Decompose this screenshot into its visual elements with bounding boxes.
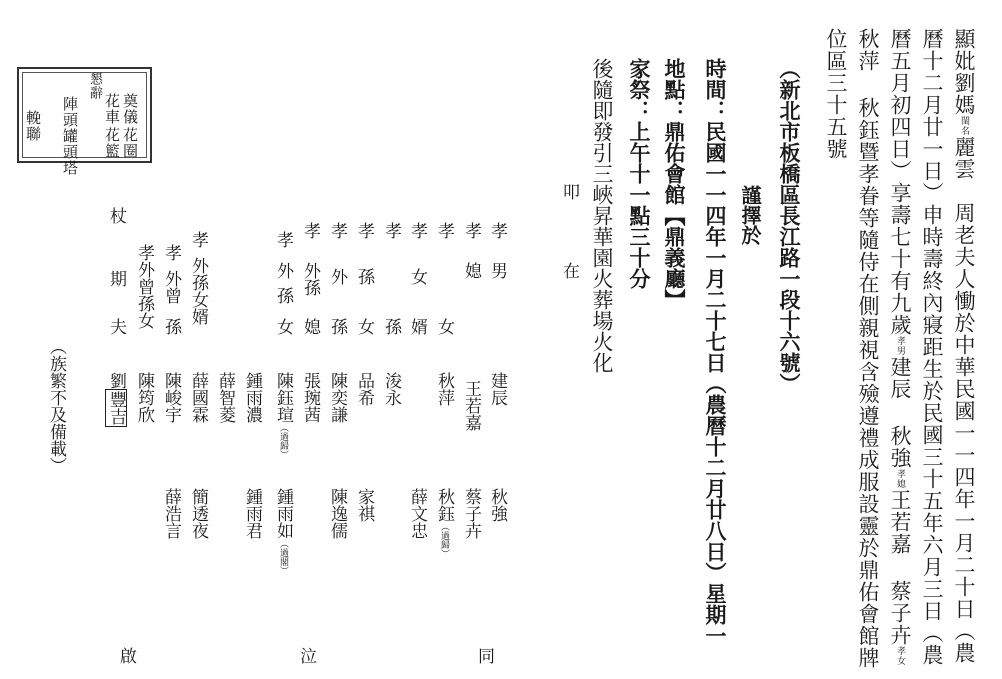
name-granddaughter-1: 品希 <box>354 372 374 406</box>
decline-item-6: 罐頭塔 <box>61 128 79 176</box>
name-daughter-2: 秋鈺（過歸） <box>434 488 454 558</box>
rel-ext-grandson-wife: 孝 <box>300 222 320 239</box>
obituary-line-2: 曆十二月廿一日）申時壽終內寢距生於民國三十五年六月三日（農 <box>920 28 944 666</box>
rel-granddaughter: 孝 <box>354 222 374 239</box>
name-son-in-law: 薛文忠 <box>407 488 427 539</box>
name-ext-granddaughter-5: 鍾雨君 <box>242 488 262 539</box>
rel-grandson: 孝 <box>381 222 401 239</box>
name-ext-granddaughter-3: 薛智菱 <box>215 372 235 423</box>
kou-char: 叩 <box>559 183 579 200</box>
name-ext-granddaughter-1: 陳鈺瑄（過歸） <box>273 372 293 459</box>
name-ext-grandson-wife-1: 張琬茜 <box>300 372 320 423</box>
rel-ext-grandson-3: 孫 <box>327 318 347 335</box>
rel-ext-grandson-wife-3: 媳 <box>300 318 320 335</box>
decline-title: 懇辭 <box>87 72 102 100</box>
name-son-2: 秋強 <box>487 488 507 522</box>
rel-ext-great-granddaughter: 孝外曾孫女 <box>134 244 154 329</box>
obituary-line-5: 位區三十五號 <box>824 28 848 160</box>
husband-name-boxed: 豐吉 <box>106 391 126 425</box>
name-ext-great-grandson-1: 陳峻宇 <box>161 372 181 423</box>
name-dil-1: 王若嘉 <box>461 380 481 431</box>
rel-ext-granddaughter-4: 女 <box>273 318 293 335</box>
rel-ext-grandson: 孝 <box>327 222 347 239</box>
decline-item-3: 花車 <box>103 93 121 125</box>
name-ext-granddaughter-2: 鍾雨濃 <box>242 372 262 423</box>
name-daughter-1: 秋萍 <box>434 372 454 406</box>
selected-date-heading: 謹擇於 <box>738 185 762 245</box>
name-ext-great-grandson-2: 薛浩言 <box>161 488 181 539</box>
rel-son-in-law-3: 婿 <box>407 318 427 335</box>
name-ext-grandson-2: 陳逸儒 <box>327 488 347 539</box>
obituary-line-3: 曆五月初四日）享壽七十有九歲孝男建辰 秋強孝媳王若嘉 蔡子卉孝女 <box>888 28 912 666</box>
rel-ext-great-grandson-3: 孫 <box>161 318 181 335</box>
decline-item-5: 陣頭 <box>61 96 79 128</box>
rel-grandson-2: 孫 <box>381 318 401 335</box>
rel-ext-granddaughter-husband-2: 外孫女婿 <box>188 257 208 325</box>
name-husband: 劉豐吉 <box>106 372 126 425</box>
name-ext-grandson-1: 陳奕謙 <box>327 372 347 423</box>
rel-husband-2: 夫 <box>106 318 126 335</box>
rel-husband: 期 <box>106 270 126 287</box>
deceased-name: 麗雲 <box>952 136 976 180</box>
title-zhang: 杖 <box>106 207 126 224</box>
rel-ext-granddaughter-husband: 孝 <box>188 231 208 248</box>
decline-item-4: 花籃 <box>103 127 121 159</box>
name-ext-gd-husband-1: 薛國霖 <box>188 372 208 423</box>
rel-ext-grandson-2: 外 <box>327 268 347 285</box>
name-ext-great-granddaughter-1: 陳筠欣 <box>134 372 154 423</box>
decline-item-1: 奠儀 <box>121 93 139 125</box>
rel-daughter-in-law: 孝 媳 <box>461 222 481 282</box>
rel-granddaughter-3: 女 <box>354 318 374 335</box>
rel-ext-great-grandson: 孝 <box>161 244 181 261</box>
obituary-line-4: 秋萍 秋鈺暨孝眷等隨侍在側親視含殮遵禮成服設靈於鼎佑會館牌 <box>856 28 880 669</box>
procession-note: 後隨即發引三峽昇華園火葬場火化 <box>590 58 614 373</box>
rel-ext-granddaughter: 孝 <box>273 231 293 248</box>
footer-tong: 同 <box>478 647 495 667</box>
rel-son-in-law-2: 女 <box>407 268 427 285</box>
clan-note: （族繁不及備載） <box>46 338 66 474</box>
name-ext-gd-husband-2: 簡透夜 <box>188 488 208 539</box>
rel-daughter-2: 女 <box>434 318 454 335</box>
name-ext-granddaughter-4: 鍾雨如（過閣） <box>273 488 293 575</box>
footer-qi-announce: 啟 <box>120 647 137 667</box>
family-ceremony-time: 家祭：上午十一點三十分 <box>627 58 652 289</box>
rel-granddaughter-2: 孫 <box>354 268 374 285</box>
funeral-place: 地點：鼎佑會館【鼎義廳】 <box>662 58 687 310</box>
decline-item-7: 輓聯 <box>24 110 42 142</box>
name-grandson-1: 浚永 <box>381 372 401 406</box>
rel-ext-great-grandson-2: 外曾 <box>161 270 181 304</box>
rel-daughter: 孝 <box>434 222 454 239</box>
rel-son-in-law: 孝 <box>407 222 427 239</box>
name-son-1: 建辰 <box>487 372 507 406</box>
funeral-address: （新北市板橋區長江路一段十六號） <box>777 58 802 394</box>
name-granddaughter-2: 家祺 <box>354 488 374 522</box>
rel-ext-grandson-wife-2: 外孫 <box>300 262 320 296</box>
maiden-prefix: 閨名 <box>959 116 969 136</box>
funeral-time: 時間：民國一一四年一月二十七日（農曆十二月廿八日）星期一 <box>703 58 728 646</box>
name-dil-2: 蔡子卉 <box>461 488 481 539</box>
rel-son: 孝 男 <box>487 222 507 282</box>
rel-ext-granddaughter-3: 孫 <box>273 287 293 304</box>
zai-char: 在 <box>559 262 579 279</box>
decline-item-2: 花圈 <box>121 127 139 159</box>
footer-qi: 泣 <box>300 647 317 667</box>
obituary-line-1: 顯妣劉媽閨名麗雲 周老夫人慟於中華民國一一四年一月二十日（農 <box>952 28 976 664</box>
rel-ext-granddaughter-2: 外 <box>273 262 293 279</box>
